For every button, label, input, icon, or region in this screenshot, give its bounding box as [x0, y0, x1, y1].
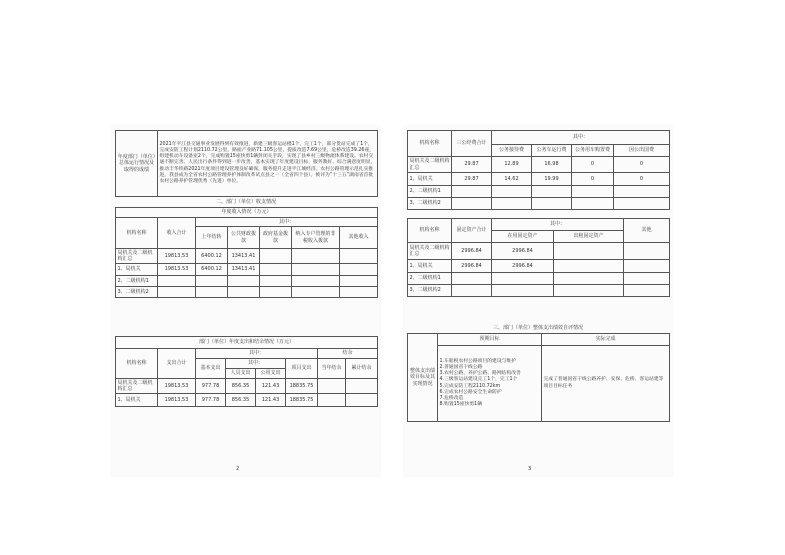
assets-header-other: 其他 — [624, 219, 670, 243]
expenditure-table — [115, 336, 378, 407]
three-public-expenses-table — [407, 130, 670, 210]
table-row — [116, 379, 378, 394]
table-row — [408, 260, 670, 273]
tp-cell-reception — [492, 186, 532, 198]
income-cell-gov-fund — [260, 276, 292, 287]
income-header-carryover: 上年结转 — [196, 227, 228, 249]
table-row — [408, 285, 670, 297]
performance-table — [407, 333, 670, 422]
income-cell-fiscal — [228, 276, 260, 287]
expend-cell-public: 121.43 — [256, 379, 286, 394]
tp-header-of-which: 其中： — [492, 131, 670, 145]
expend-cell-basic: 977.78 — [196, 379, 226, 394]
perf-header-planned: 预期目标 — [438, 334, 542, 346]
income-cell-total — [158, 276, 196, 287]
tp-cell-total — [452, 186, 492, 198]
income-cell-carryover — [196, 276, 228, 287]
income-cell-special — [292, 287, 340, 298]
perf-header-actual: 实际完成 — [542, 334, 670, 346]
tp-header-abroad: 因公出国费 — [614, 145, 670, 157]
assets-header-in-use: 在用固定资产 — [492, 231, 554, 243]
income-cell-total: 19813.53 — [158, 264, 196, 276]
income-cell-fiscal: 13413.41 — [228, 264, 260, 276]
tp-cell-org: 3、二级机构2 — [408, 198, 452, 210]
tp-cell-purchase — [572, 198, 614, 210]
income-header-fiscal: 公共财政拨款 — [228, 227, 260, 249]
expend-header-project: 项目支出 — [286, 359, 318, 379]
tp-cell-org: 局机关及二级机构汇总 — [409, 158, 450, 171]
assets-cell-other — [624, 285, 670, 297]
table-row — [408, 173, 670, 186]
income-header-org: 机构名称 — [116, 218, 158, 249]
income-cell-other — [340, 276, 378, 287]
expend-cell-personnel: 856.35 — [226, 379, 256, 394]
income-cell-gov-fund — [260, 287, 292, 298]
tp-cell-purchase — [572, 186, 614, 198]
assets-cell-total — [452, 285, 492, 297]
table-row — [116, 287, 378, 298]
perf-label: 整体支出绩效目标及其实现情况 — [408, 334, 438, 422]
income-cell-other — [340, 287, 378, 298]
table-row — [408, 198, 670, 210]
assets-cell-in-use — [492, 285, 554, 297]
expend-header-of-which: 其中： — [196, 349, 318, 359]
expend-cell-public: 121.43 — [256, 394, 286, 407]
tp-header-car-ops: 公务车运行费 — [532, 145, 572, 157]
assets-cell-total: 2996.84 — [452, 260, 492, 273]
tp-header-reception: 公务接待费 — [492, 145, 532, 157]
assets-header-total: 固定资产合计 — [452, 219, 492, 243]
expend-cell-project: 18835.75 — [286, 394, 318, 407]
income-cell-org: 2、二级机构1 — [116, 276, 158, 287]
income-cell-special — [292, 249, 340, 264]
page-number: 3 — [528, 466, 532, 472]
expend-cell-org: 局机关及二级机构汇总 — [116, 379, 158, 394]
expenditure-title: 部门（单位）年度支出和结余情况（万元） — [116, 337, 378, 349]
expend-cell-cum-balance — [346, 379, 378, 394]
perf-goal-item: 1.车船税农村公路项目的建设与维护 — [439, 358, 517, 364]
expend-header-of-which-2: 其中： — [226, 359, 286, 369]
table-row — [408, 157, 670, 173]
tp-cell-abroad — [614, 186, 670, 198]
assets-header-leased: 出租固定资产 — [554, 231, 624, 243]
table-row — [116, 276, 378, 287]
income-cell-org: 3、二级机构2 — [116, 287, 158, 298]
income-cell-other — [340, 249, 378, 264]
tp-cell-reception: 14.62 — [492, 173, 532, 186]
income-cell-org: 局机关及二级机构汇总 — [116, 249, 158, 264]
perf-goal-item: 5.完成安防工程2110.72km — [439, 383, 501, 389]
fixed-assets-table — [407, 218, 670, 297]
assets-header-of-which: 其中： — [492, 219, 624, 231]
table-row — [408, 243, 670, 260]
tp-cell-car-ops: 19.99 — [532, 173, 572, 186]
tp-header-total: 三公经费合计 — [452, 131, 492, 157]
tp-cell-total: 29.87 — [452, 173, 492, 186]
assets-cell-other — [624, 260, 670, 273]
perf-goal-item: 3.农村公路、养护公路、路网结构改善 — [439, 371, 521, 377]
assets-cell-org: 1、局机关 — [408, 260, 452, 273]
tp-cell-org: 1、局机关 — [408, 173, 452, 186]
tp-cell-total: 29.87 — [452, 157, 492, 173]
tp-header-org: 机构名称 — [408, 131, 452, 157]
tp-cell-reception — [492, 198, 532, 210]
table-row — [408, 186, 670, 198]
income-cell-carryover: 6400.12 — [196, 264, 228, 276]
income-cell-carryover: 6400.12 — [196, 249, 228, 264]
income-cell-special — [292, 276, 340, 287]
assets-cell-org: 2、二级机构1 — [408, 273, 452, 285]
income-cell-fiscal — [228, 287, 260, 298]
overview-text: 2021年平江县交通事业发展得到有效推进，新建三级客运站楼1个，完工1个，部分货站完成了1个，完成安防工程计划2110.72公里，路面产业路71.105公里，提质改造7.69公里，危桥改造39.26座，组建机动车设备室2个，完成购置15座快剪1辆封闭关手段，实现了县乡村三级物流体系建设。农村交通不断完善。人民出行条件得到进一步改善，基本实现了年度建设目标，服务教好、综合满意度明显，推动丰华铁路2021年度项目建设管理良好确保，服务提升走进平江城经济。农村公路管理示范扎实推进，我县成为全省农村公路管理养护体制改革试点县之一（全省四个县）。被评为“十三五”湖南省首批农村公路养护管理优秀（先进）单位。 — [158, 131, 378, 197]
expend-cell-cur-balance — [318, 394, 346, 407]
income-cell-total: 19813.53 — [158, 249, 196, 264]
expend-header-org: 机构名称 — [116, 349, 158, 379]
income-header-total: 收入合计 — [158, 218, 196, 249]
assets-cell-leased — [554, 285, 624, 297]
assets-cell-other — [624, 273, 670, 285]
tp-cell-org: 2、二级机构1 — [408, 186, 452, 198]
perf-goal-item: 6.完成农村公路安全生命防护 — [439, 389, 502, 395]
tp-cell-reception: 12.89 — [492, 157, 532, 173]
perf-goal-item: 4.三级客运站建设完工1个，完工1个 — [439, 377, 518, 383]
document-page-2 — [112, 126, 380, 476]
income-table — [115, 207, 378, 298]
income-cell-org: 1、局机关 — [116, 264, 158, 276]
expend-cell-total: 19813.53 — [158, 394, 196, 407]
income-header-special: 纳入专户管理的非税收入拨款 — [292, 227, 340, 249]
assets-cell-leased — [554, 273, 624, 285]
tp-cell-car-ops: 16.98 — [532, 157, 572, 173]
expend-cell-personnel: 856.35 — [226, 394, 256, 407]
perf-goal-item: 2.普通国省干线公路 — [439, 364, 483, 370]
assets-cell-in-use: 2996.84 — [492, 260, 554, 273]
tp-cell-car-ops — [532, 198, 572, 210]
income-cell-fiscal: 13413.41 — [228, 249, 260, 264]
section-2-title: 二、部门（单位）收支情况 — [215, 199, 276, 205]
table-row — [116, 394, 378, 407]
tp-header-purchase: 公务用车购置费 — [572, 145, 614, 157]
income-header-gov-fund: 政府基金拨款 — [260, 227, 292, 249]
table-row — [116, 264, 378, 276]
tp-cell-abroad: 0 — [614, 173, 670, 186]
perf-goals-cell — [438, 346, 542, 422]
expend-header-total: 支出合计 — [158, 349, 196, 379]
assets-cell-total: 2996.84 — [452, 243, 492, 260]
expend-cell-basic: 977.78 — [196, 394, 226, 407]
expend-header-personnel: 人员支出 — [226, 369, 256, 379]
assets-cell-org: 3、二级机构2 — [408, 285, 452, 297]
assets-cell-in-use: 2996.84 — [492, 243, 554, 260]
income-cell-carryover — [196, 287, 228, 298]
expend-cell-cur-balance — [318, 379, 346, 394]
income-header-of-which: 其中： — [196, 218, 378, 227]
assets-cell-org: 局机关及二级机构汇总 — [408, 243, 452, 260]
income-cell-gov-fund — [260, 249, 292, 264]
document-page-3 — [404, 126, 672, 476]
expend-header-public: 公用支出 — [256, 369, 286, 379]
tp-cell-purchase: 0 — [572, 157, 614, 173]
expend-cell-total: 19813.53 — [158, 379, 196, 394]
expend-header-basic: 基本支出 — [196, 359, 226, 379]
table-row — [408, 273, 670, 285]
table-row — [116, 249, 378, 264]
expend-cell-org: 1、局机关 — [116, 394, 158, 407]
overview-label: 年度部门（单位）总体运行情况及取得的成绩 — [116, 131, 158, 197]
perf-goal-item: 8.购置15座快剪1辆 — [439, 402, 483, 408]
assets-cell-total — [452, 273, 492, 285]
page-number: 2 — [236, 466, 240, 472]
expend-cell-project: 18835.75 — [286, 379, 318, 394]
expend-header-cur-balance: 当年结余 — [318, 359, 346, 379]
assets-cell-other — [624, 243, 670, 260]
tp-cell-total — [452, 198, 492, 210]
income-cell-gov-fund — [260, 264, 292, 276]
tp-cell-car-ops — [532, 186, 572, 198]
perf-actual-cell: 完成了普通国省干线公路养护、安保、危桥、客运站建等项目目标任务 — [542, 346, 670, 422]
section-3-title: 三、部门（单位）整体支出绩效自评情况 — [492, 325, 583, 331]
income-cell-special — [292, 264, 340, 276]
tp-cell-abroad — [614, 198, 670, 210]
assets-cell-leased — [554, 243, 624, 260]
income-cell-other — [340, 264, 378, 276]
assets-cell-leased — [554, 260, 624, 273]
tp-cell-purchase: 0 — [572, 173, 614, 186]
assets-cell-in-use — [492, 273, 554, 285]
assets-header-org: 机构名称 — [408, 219, 452, 243]
tp-cell-abroad: 0 — [614, 157, 670, 173]
overview-table — [115, 130, 378, 197]
perf-goal-item: 7.危桥改造 — [439, 395, 464, 401]
income-header-other: 其他收入 — [340, 227, 378, 249]
expend-header-balance: 结余 — [318, 349, 378, 359]
expend-cell-cum-balance — [346, 394, 378, 407]
expend-header-cum-balance: 累计结余 — [346, 359, 378, 379]
income-title: 年度收入情况（万元） — [116, 208, 378, 218]
income-cell-total — [158, 287, 196, 298]
